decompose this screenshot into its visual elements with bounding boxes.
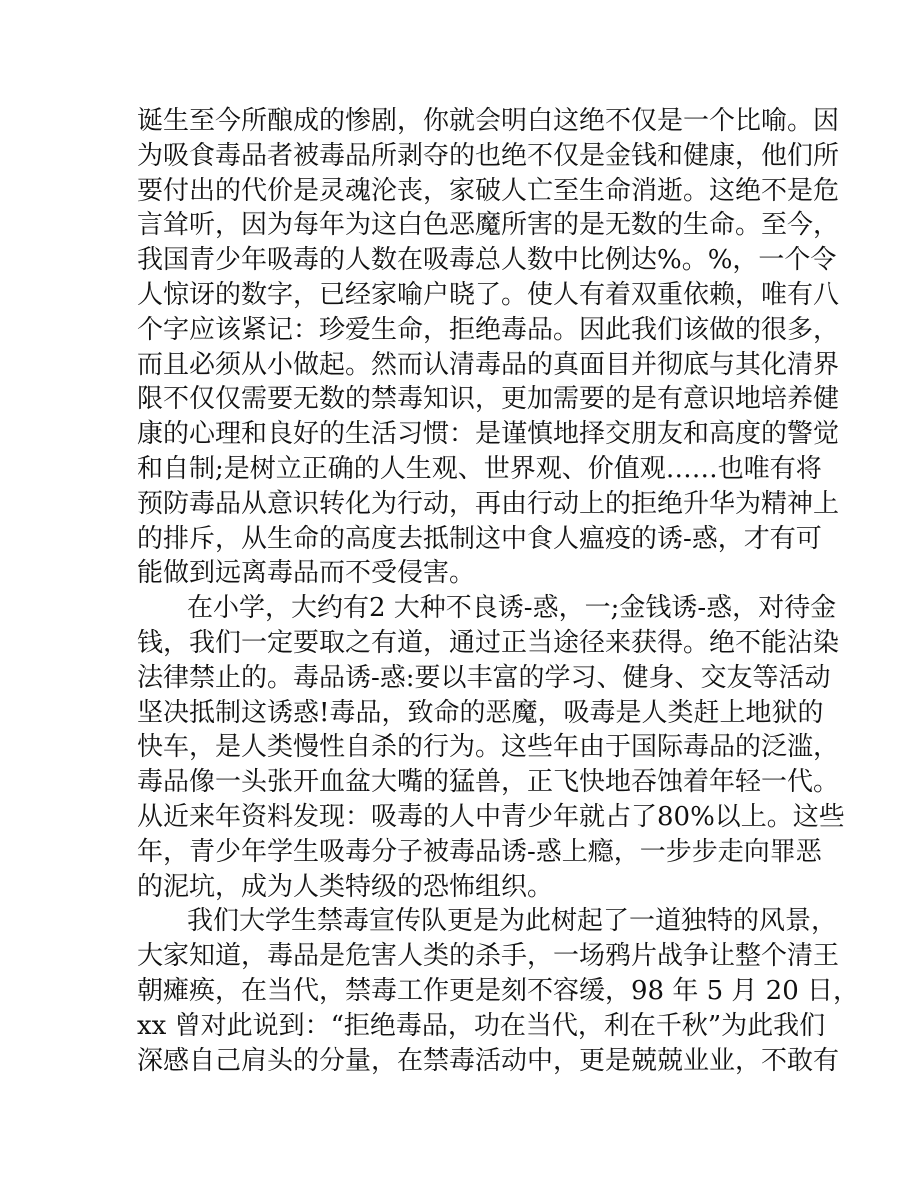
- text-line: 和自制;是树立正确的人生观、世界观、价值观……也唯有将: [137, 453, 822, 484]
- text-line: 预防毒品从意识转化为行动，再由行动上的拒绝升华为精神上: [137, 488, 840, 519]
- text-line-indented: 在小学，大约有2 大种不良诱-惑，一;金钱诱-惑，对待金: [187, 593, 837, 624]
- text-line: 年，青少年学生吸毒分子被毒品诱-惑上瘾，一步步走向罪恶: [137, 836, 822, 867]
- text-line: 我国青少年吸毒的人数在吸毒总人数中比例达%。%，一个令: [137, 245, 837, 276]
- text-line-indented: 我们大学生禁毒宣传队更是为此树起了一道独特的风景，: [187, 906, 838, 937]
- text-line: xx 曾对此说到：“拒绝毒品，功在当代，利在千秋”为此我们: [137, 1010, 826, 1041]
- text-line: 深感自己肩头的分量，在禁毒活动中，更是兢兢业业，不敢有: [137, 1045, 840, 1076]
- text-line: 快车，是人类慢性自杀的行为。这些年由于国际毒品的泛滥，: [137, 732, 840, 763]
- text-line: 的排斥，从生命的高度去抵制这中食人瘟疫的诱-惑，才有可: [137, 523, 822, 554]
- text-line: 大家知道，毒品是危害人类的杀手，一场鸦片战争让整个清王: [137, 941, 840, 972]
- text-line: 钱，我们一定要取之有道，通过正当途径来获得。绝不能沾染: [137, 627, 840, 658]
- text-line: 限不仅仅需要无数的禁毒知识，更加需要的是有意识地培养健: [137, 384, 840, 415]
- text-line: 个字应该紧记：珍爱生命，拒绝毒品。因此我们该做的很多，: [137, 314, 840, 345]
- text-line: 坚决抵制这诱惑!毒品，致命的恶魔，吸毒是人类赶上地狱的: [137, 697, 824, 728]
- paragraph-2: [137, 591, 845, 904]
- text-line: 毒品像一头张开血盆大嘴的猛兽，正飞快地吞蚀着年轻一代。: [137, 767, 840, 798]
- text-line: 从近来年资料发现：吸毒的人中青少年就占了80%以上。这些: [137, 801, 845, 832]
- text-line: 人惊讶的数字，已经家喻户晓了。使人有着双重依赖，唯有八: [137, 279, 840, 310]
- text-line: 能做到远离毒品而不受侵害。: [137, 558, 476, 589]
- text-line: 法律禁止的。毒品诱-惑:要以丰富的学习、健身、交友等活动: [137, 662, 831, 693]
- text-line: 而且必须从小做起。然而认清毒品的真面目并彻底与其化清界: [137, 349, 840, 380]
- text-line: 为吸食毒品者被毒品所剥夺的也绝不仅是金钱和健康，他们所: [137, 140, 840, 171]
- text-line: 朝瘫痪，在当代，禁毒工作更是刻不容缓，98 年 5 月 20 日，: [137, 975, 860, 1006]
- document-body: [137, 104, 860, 1078]
- paragraph-1: [137, 104, 840, 591]
- text-line: 诞生至今所酿成的惨剧，你就会明白这绝不仅是一个比喻。因: [137, 106, 840, 136]
- text-line: 要付出的代价是灵魂沦丧，家破人亡至生命消逝。这绝不是危: [137, 175, 840, 206]
- text-line: 言耸听，因为每年为这白色恶魔所害的是无数的生命。至今，: [137, 210, 840, 241]
- text-line: 的泥坑，成为人类特级的恐怖组织。: [137, 871, 554, 902]
- paragraph-3: [137, 904, 860, 1078]
- text-line: 康的心理和良好的生活习惯：是谨慎地择交朋友和高度的警觉: [137, 419, 840, 450]
